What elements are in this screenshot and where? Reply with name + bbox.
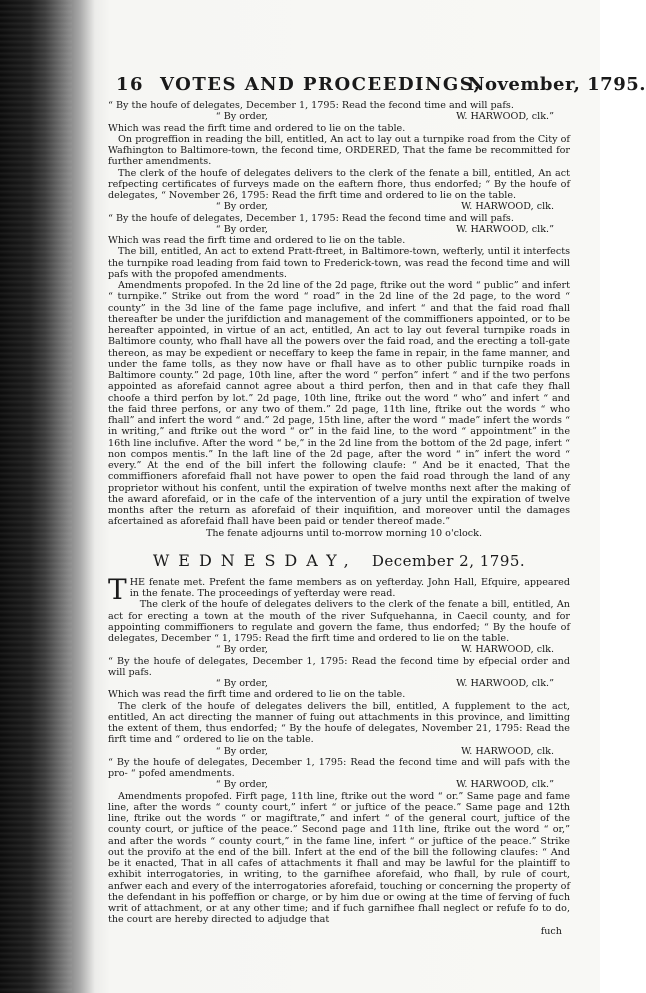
endorsement-line: “ By the houfe of delegates, December 1, 1795: Read the fecond time and will pafs with the pro- “ pofed amendments. bbox=[108, 756, 570, 779]
clerk-name: W. HARWOOD, clk.” bbox=[456, 779, 554, 791]
by-order: “ By order, bbox=[215, 745, 268, 757]
paragraph-attachments: The clerk of the houfe of delegates delivers the bill, entitled, A fupplement to the act, entitled, An act directing the manner of fuing out attachments in this province, and limitting the extent of them, thus endorfed; “ By the houfe of delegates, November 21, 1795: Read the firft time and “ ordered to lie on the table. bbox=[108, 700, 570, 746]
running-header bbox=[108, 68, 646, 100]
signature-line bbox=[108, 779, 570, 790]
table-line: Which was read the firft time and ordered to lie on the table. bbox=[108, 689, 406, 701]
book-page bbox=[108, 58, 646, 988]
by-order: “ By order, bbox=[215, 678, 268, 689]
by-order: “ By order, bbox=[215, 111, 268, 123]
signature-line bbox=[108, 678, 570, 689]
running-title: VOTES AND PROCEEDINGS, bbox=[160, 74, 482, 95]
paragraph-susquehanna: The clerk of the houfe of delegates delivers to the clerk of the fenate a bill, entitled, An act for erecting a town at the mouth of the river Sufquehanna, in Caecil county, and for appointing commiffioners to regulate and govern the fame, thus endorfed; “ By the houfe of delegates, December “ 1, 1795: Read the firft time and ordered to lie on the table. bbox=[108, 599, 570, 644]
endorsement-line: “ By the houfe of delegates, December 1, 1795: Read the fecond time and will pafs. bbox=[108, 100, 514, 111]
signature-line bbox=[108, 224, 570, 235]
catchword: fuch bbox=[540, 925, 562, 937]
day-date: December 2, 1795. bbox=[371, 551, 526, 570]
clerk-name: W. HARWOOD, clk. bbox=[461, 201, 554, 213]
clerk-name: W. HARWOOD, clk.” bbox=[456, 678, 554, 689]
signature-line bbox=[108, 644, 570, 655]
endorsement-line: “ By the houfe of delegates, December 1, 1795: Read the fecond time by efpecial order and will pafs. bbox=[108, 655, 570, 678]
by-order: “ By order, bbox=[215, 223, 268, 235]
signature-line bbox=[108, 111, 570, 122]
drop-cap: T bbox=[108, 572, 127, 606]
by-order: “ By order, bbox=[215, 201, 268, 213]
paragraph-amendments-attachments: Amendments propofed. Firft page, 11th line, ftrike out the word “ or.” Same page and fame line, after the words “ county court,” infert “ or juftice of the peace.” Same page and 12th line, ftrike out the words “ or magiftrate,” and infert “ of the general court, juftice of the county court, or juftice of the peace.” Second page and 11th line, ftrike out the word “ or,” and after the words “ county court,” in the fame line, infert “ or juftice of the peace.” Strike out the provifo at the end of the bill. Infert at the end of the bill the following claufes: “ And be it enacted, That in all cafes of attachments it fhall and may be lawful for the plaintiff to exhibit interrogatories, in writing, to the garnifhee aforefaid, who fhall, by rule of court, anfwer each and every of the interrogatories aforefaid, touching or concerning the property of the defendant in his poffeffion or charge, or by him due or owing at the time of ferving of fuch writ of attachment, or at any other time; and if fuch garnifhee fhall neglect or refufe fo to do, the court are hereby directed to adjudge that bbox=[108, 790, 570, 926]
paragraph-pratt-street: The bill, entitled, An act to extend Pratt-ftreet, in Baltimore-town, wefterly, until it interfects the turnpike road leading from faid town to Frederick-town, was read the fecond time and will pafs with the propofed amendments. bbox=[108, 246, 570, 280]
clerk-name: W. HARWOOD, clk.” bbox=[456, 111, 554, 123]
clerk-name: W. HARWOOD, clk. bbox=[461, 745, 554, 757]
page-number: 16 bbox=[116, 74, 145, 95]
paragraph-surveys: The clerk of the houfe of delegates delivers to the clerk of the fenate a bill, entitled, An act refpecting certificates of furveys made on the eaftern fhore, thus endorfed; “ By the houfe of delegates, “ November 26, 1795: Read the firft time and ordered to lie on the table. bbox=[108, 167, 570, 201]
paragraph-amendments: Amendments propofed. In the 2d line of the 2d page, ftrike out the word “ public” and infert “ turnpike.” Strike out from the word “ road” in the 2d line of the 2d page, to the word “ county” in the 3d line of the fame page inclufive, and infert “ and that the faid road fhall thereafter be under the jurifdiction and management of the commiffioners appointed, or to be hereafter appointed, in virtue of an act, entitled, An act to lay out feveral turnpike roads in Baltimore county, who fhall have all the powers over the faid road, and the erecting a toll-gate thereon, as may be expedient or neceffary to keep the fame in repair, in the fame manner, and under the fame tolls, as they now have or fhall have as to other public turnpike roads in Baltimore county.” 2d page, 10th line, after the word “ perfon” infert “ and if the two perfons appointed as aforefaid cannot agree about a third perfon, then and in that cafe they fhall choofe a third perfon by lot.” 2d page, 10th line, ftrike out the word “ who” and infert “ and the faid three perfons, or any two of them.” 2d page, 11th line, ftrike out the words “ who fhall” and infert the word “ and.” 2d page, 15th line, after the word “ made” infert the words “ in writing,” and ftrike out the word “ or” in the faid line, to the word “ appointment” in the 16th line inclufive. After the word “ be,” in the 2d line from the bottom of the 2d page, infert “ non compos mentis.” In the laft line of the 2d page, after the word “ in” infert the word “ every.” At the end of the bill infert the following claufe: “ And be it enacted, That the commiffioners aforefaid fhall not have power to open the faid road through the land of any proprietor without his confent, until the expiration of twelve months next after the making of the award aforefaid, or in the cafe of the intervention of a jury until the expiration of twelve months after the return as aforefaid of their inquifition, and moreover until the damages afcertained as aforefaid fhall have been paid or tender thereof made.” bbox=[108, 280, 570, 528]
senate-met-text: HE fenate met. Prefent the fame members as on yefterday. John Hall, Efquire, appeared in the fenate. The proceedings of yefterday were read. bbox=[129, 576, 570, 599]
signature-line bbox=[108, 746, 570, 757]
day-name: WEDNESDAY, bbox=[152, 550, 358, 570]
table-line: Which was read the firft time and ordered to lie on the table. bbox=[108, 235, 406, 246]
proceedings-body bbox=[108, 100, 570, 937]
clerk-name: W. HARWOOD, clk.” bbox=[456, 223, 554, 235]
endorsement-line: “ By the houfe of delegates, December 1, 1795: Read the fecond time and will pafs. bbox=[108, 212, 514, 224]
day-heading bbox=[108, 551, 570, 571]
signature-line bbox=[108, 201, 570, 212]
clerk-name: W. HARWOOD, clk. bbox=[461, 644, 554, 656]
table-line: Which was read the firft time and ordered to lie on the table. bbox=[108, 122, 406, 134]
adjournment: The fenate adjourns until to-morrow morning 10 o'clock. bbox=[205, 527, 483, 539]
paragraph-turnpike: On progreffion in reading the bill, entitled, An act to lay out a turnpike road from the City of Wafhington to Baltimore-town, the fecond time, ORDERED, That the fame be recommitted for further amendments. bbox=[108, 133, 570, 168]
running-date: November, 1795. bbox=[468, 74, 646, 95]
paragraph-senate-met bbox=[108, 572, 570, 606]
by-order: “ By order, bbox=[215, 644, 268, 656]
binding-gutter bbox=[0, 0, 72, 993]
by-order: “ By order, bbox=[215, 779, 268, 791]
